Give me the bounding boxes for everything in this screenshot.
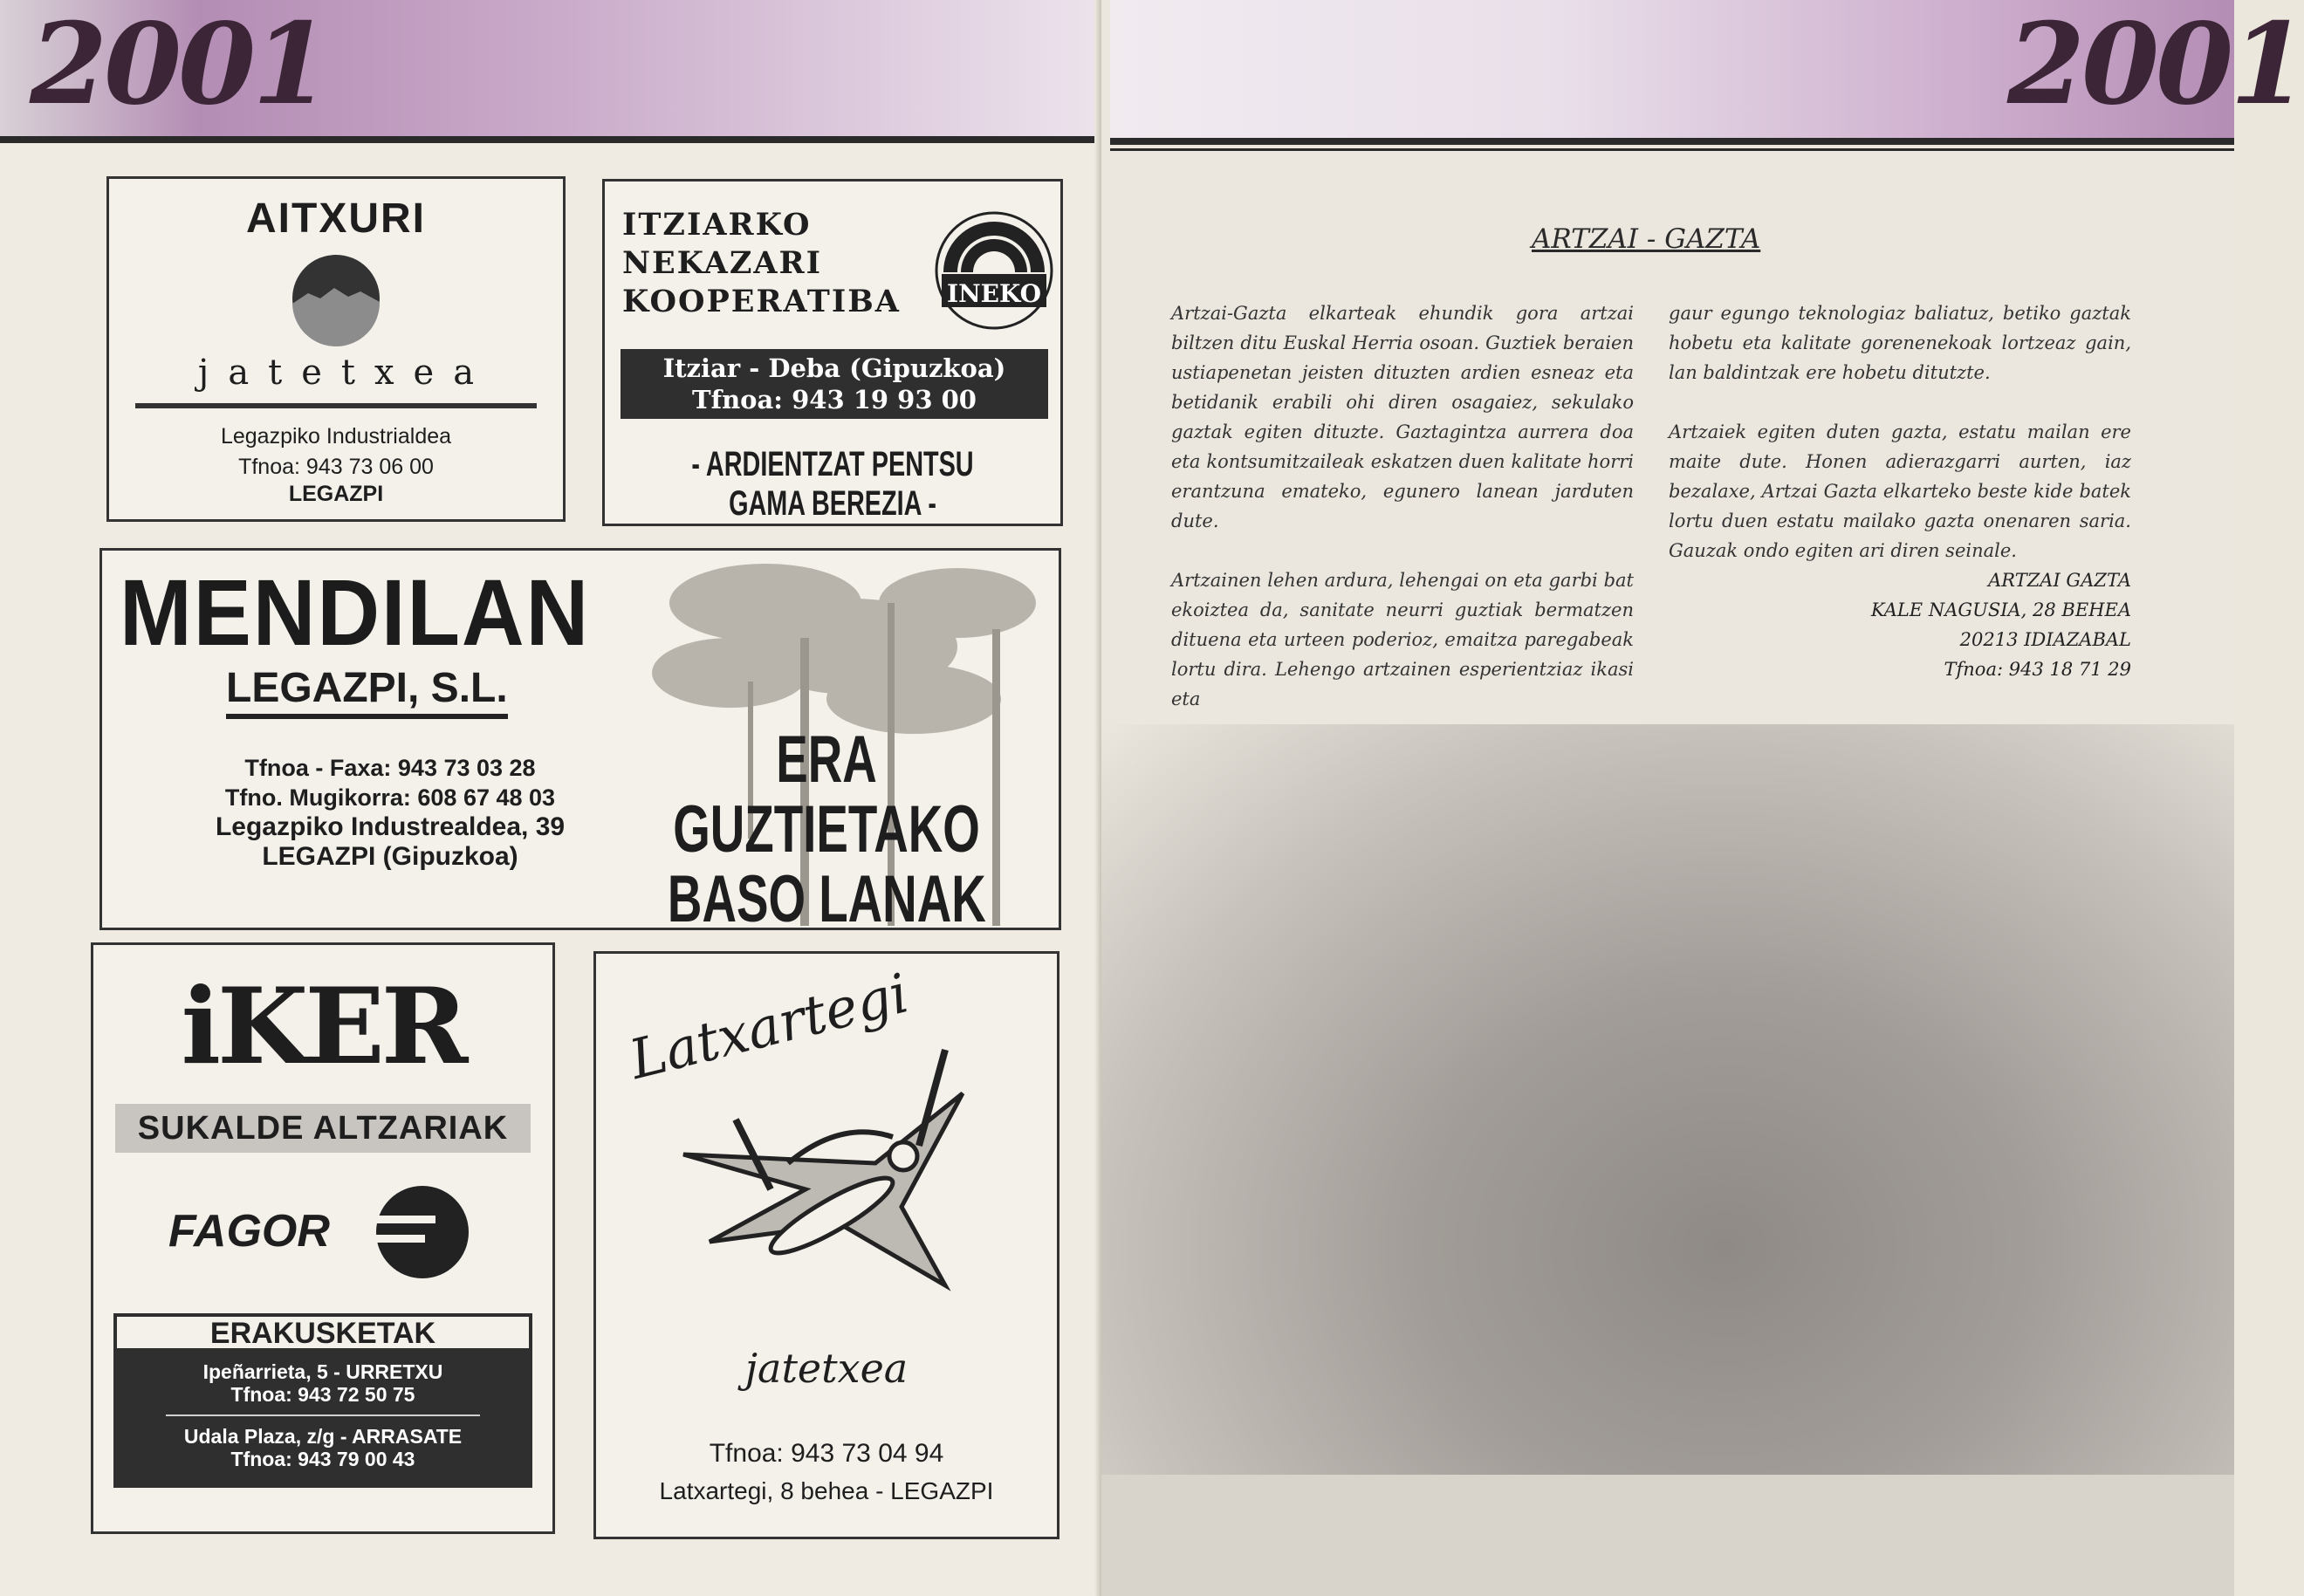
contact-street: KALE NAGUSIA, 28 BEHEA	[1870, 599, 2131, 620]
ineko-phone: Tfnoa: 943 19 93 00	[692, 385, 977, 414]
left-page	[0, 0, 1101, 1596]
ineko-heading	[622, 206, 901, 321]
article-col2-p2: Artzaiek egiten duten gazta, estatu mailan ere maite dute. Honen adierazgarri aurten, iaz bezalaxe, Artzai Gazta elkarteko beste kide batek lortu duen estatu mailako gazta onenaren saria. Gauzak ondo egiten ari diren seinale.	[1669, 421, 2131, 561]
ineko-logo-text: INEKO	[946, 279, 1041, 308]
aitxuri-name: AITXURI	[246, 195, 426, 242]
cutlery-star-icon	[675, 1041, 1006, 1303]
aitxuri-phone: Tfnoa: 943 73 06 00	[238, 455, 434, 479]
contact-name: ARTZAI GAZTA	[1988, 570, 2131, 591]
ineko-location: Itziar - Deba (Gipuzkoa)	[662, 353, 1006, 383]
iker-showroom1-phone: Tfnoa: 943 72 50 75	[230, 1383, 415, 1406]
ad-aitxuri	[106, 176, 566, 522]
ineko-line3: KOOPERATIBA	[622, 284, 901, 319]
mountain-sun-icon	[291, 253, 381, 344]
mendilan-contact	[137, 753, 643, 872]
article-col2-p1: gaur egungo teknologiaz baliatuz, betiko gaztak hobetu eta kalitate gorenenekoak lortzeaz gain, lan baldintzak ere hobetu ditutzte.	[1669, 303, 2131, 383]
ineko-line2: NEKAZARI	[622, 245, 822, 281]
contact-phone: Tfnoa: 943 18 71 29	[1944, 659, 2131, 680]
fagor-logo-icon	[374, 1184, 470, 1280]
right-header	[1110, 0, 2304, 140]
header-year-left: 2001	[30, 0, 327, 130]
latxartegi-address: Latxartegi, 8 behea - LEGAZPI	[659, 1477, 994, 1504]
iker-logo: iKER	[181, 965, 465, 1088]
article-col1	[1171, 298, 1634, 743]
mendilan-slogan	[600, 725, 1053, 935]
mendilan-town: LEGAZPI (Gipuzkoa)	[262, 842, 518, 871]
mendilan-slogan2: BASO LANAK	[667, 862, 986, 936]
ineko-contact-bar	[621, 349, 1048, 419]
iker-subtitle: SUKALDE ALTZARIAK	[115, 1104, 531, 1153]
latxartegi-phone: Tfnoa: 943 73 04 94	[709, 1439, 944, 1468]
ad-iker	[91, 942, 555, 1534]
ineko-tagline-wrap	[605, 445, 1060, 524]
article-col1-p1: Artzai-Gazta elkarteak ehundik gora artzai biltzen ditu Euskal Herria osoan. Guztiek beraien ustiapenetan jeisten dituzten ardien esneaz eta betidanik erabili ohi diren osagaiez, sekulako gaztak egiten dituzte. Gaztagintza aurrera doa eta kontsumitzaileak eskatzen duen kalitate horri erantzuna emateko, egunero lanean jarduten dute.	[1171, 303, 1634, 531]
aitxuri-town: LEGAZPI	[288, 482, 384, 506]
iker-showroom2-phone: Tfnoa: 943 79 00 43	[230, 1448, 415, 1470]
contact-town: 20213 IDIAZABAL	[1959, 629, 2131, 650]
header-rule-right-thin	[1110, 148, 2234, 151]
mendilan-name: MENDILAN	[120, 559, 591, 665]
ineko-line1: ITZIARKO	[622, 207, 812, 243]
left-header	[0, 0, 1101, 140]
children-cheese-photo	[1101, 724, 2234, 1596]
iker-showroom-divider	[166, 1414, 480, 1416]
fagor-block	[93, 1184, 552, 1280]
ad-mendilan	[99, 548, 1061, 936]
latxartegi-type: jatetxea	[744, 1345, 909, 1392]
ineko-tagline: - ARDIENTZAT PENTSU GAMA BEREZIA -	[691, 445, 974, 523]
aitxuri-address: Legazpiko Industrialdea	[220, 424, 452, 449]
iker-showrooms	[113, 1313, 532, 1488]
latxartegi-name: Latxartegi	[623, 961, 915, 1092]
article-col1-p2: Artzainen lehen ardura, lehengai on eta garbi bat ekoiztea da, sanitate neurri guztiak bermatzen dituena eta urteen poderioz, emaitza paregabeak lortu dira. Lehengo artzainen esperientziaz ikasi eta	[1171, 570, 1634, 709]
aitxuri-type: jatetxea	[197, 353, 494, 393]
ad-ineko	[602, 179, 1063, 526]
photo-table-edge	[1101, 1475, 2234, 1596]
iker-showroom-title: ERAKUSKETAK	[113, 1313, 532, 1352]
iker-showroom2-address: Udala Plaza, z/g - ARRASATE	[183, 1425, 463, 1448]
mendilan-slogan1: ERA GUZTIETAKO	[673, 723, 980, 866]
mendilan-mobile: Tfno. Mugikorra: 608 67 48 03	[224, 784, 556, 811]
article-title: ARTZAI - GAZTA	[1532, 223, 1761, 255]
header-rule	[0, 136, 1101, 143]
iker-showroom1-address: Ipeñarrieta, 5 - URRETXU	[202, 1360, 443, 1383]
ad-latxartegi	[593, 951, 1059, 1539]
mendilan-phone: Tfnoa - Faxa: 943 73 03 28	[244, 755, 536, 781]
article-col2	[1669, 298, 2131, 684]
mendilan-address: Legazpiko Industrealdea, 39	[215, 812, 566, 841]
aitxuri-divider	[135, 403, 537, 408]
header-year-right: 2001	[2007, 0, 2304, 130]
ineko-logo-icon	[935, 211, 1053, 330]
iker-showroom1	[113, 1360, 532, 1406]
iker-showroom2	[113, 1425, 532, 1470]
header-rule-right	[1110, 138, 2234, 145]
article-contact	[1669, 565, 2131, 684]
fagor-brand: FAGOR	[168, 1206, 330, 1257]
mendilan-company: LEGAZPI, S.L.	[226, 664, 508, 719]
